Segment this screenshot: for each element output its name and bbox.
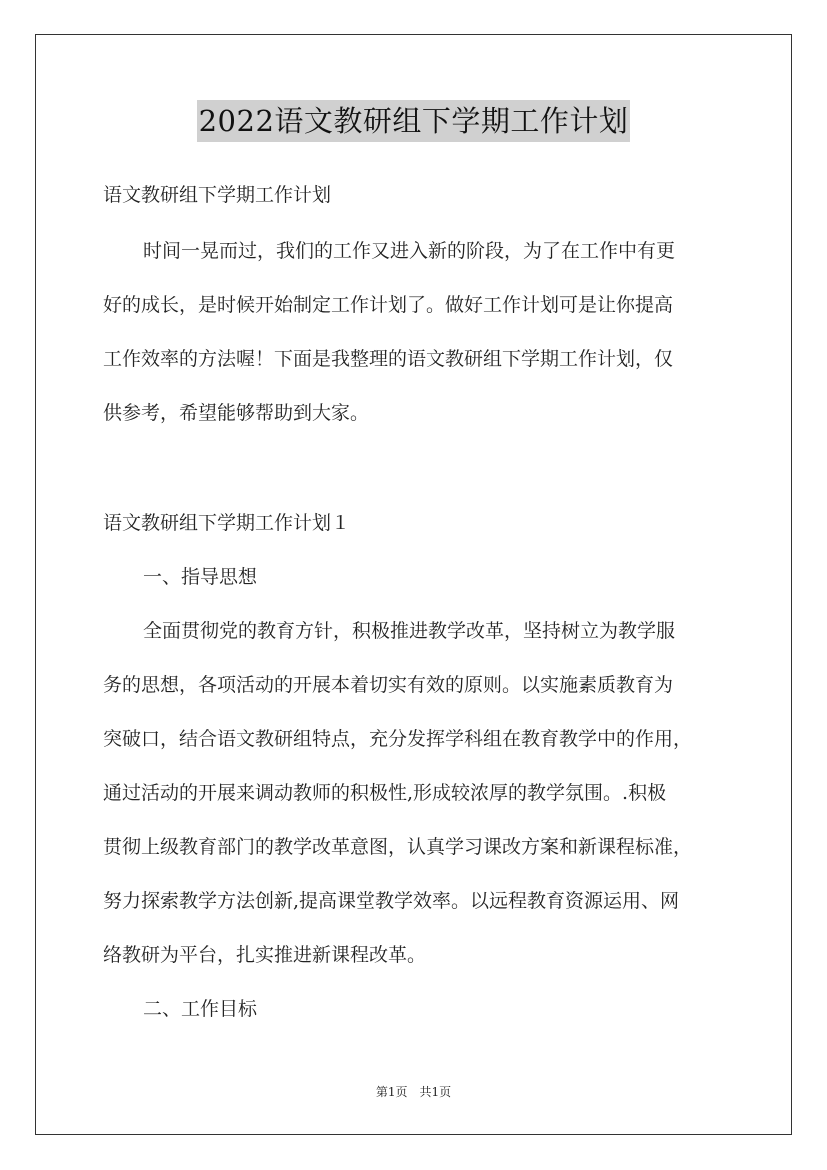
intro-line: 供参考，希望能够帮助到大家。 [103, 402, 370, 424]
intro-line: 好的成长，是时候开始制定工作计划了。做好工作计划可是让你提高 [103, 294, 674, 316]
intro-line: 工作效率的方法喔！下面是我整理的语文教研组下学期工作计划，仅 [103, 348, 674, 370]
page-number-footer: 第1页 共1页 [375, 1085, 452, 1099]
subtitle: 语文教研组下学期工作计划 [103, 184, 332, 206]
heading-guiding-ideology: 一、指导思想 [143, 566, 258, 588]
body-line: 努力探索教学方法创新,提高课堂教学效率。以远程教育资源运用、网 [103, 890, 680, 912]
body-line: 贯彻上级教育部门的教学改革意图，认真学习课改方案和新课程标准， [103, 836, 693, 858]
intro-line: 时间一晃而过，我们的工作又进入新的阶段，为了在工作中有更 [143, 240, 676, 262]
heading-work-goals: 二、工作目标 [143, 998, 258, 1020]
body-line: 务的思想，各项活动的开展本着切实有效的原则。以实施素质教育为 [103, 674, 674, 696]
body-line: 突破口，结合语文教研组特点，充分发挥学科组在教育教学中的作用， [103, 728, 693, 750]
section-title: 语文教研组下学期工作计划１ [103, 512, 351, 534]
body-line: 通过活动的开展来调动教师的积极性,形成较浓厚的教学氛围。.积极 [103, 782, 667, 804]
body-line: 全面贯彻党的教育方针，积极推进教学改革，坚持树立为教学服 [143, 620, 676, 642]
document-title: 2022语文教研组下学期工作计划 [197, 100, 631, 142]
body-line: 络教研为平台，扎实推进新课程改革。 [103, 944, 427, 966]
